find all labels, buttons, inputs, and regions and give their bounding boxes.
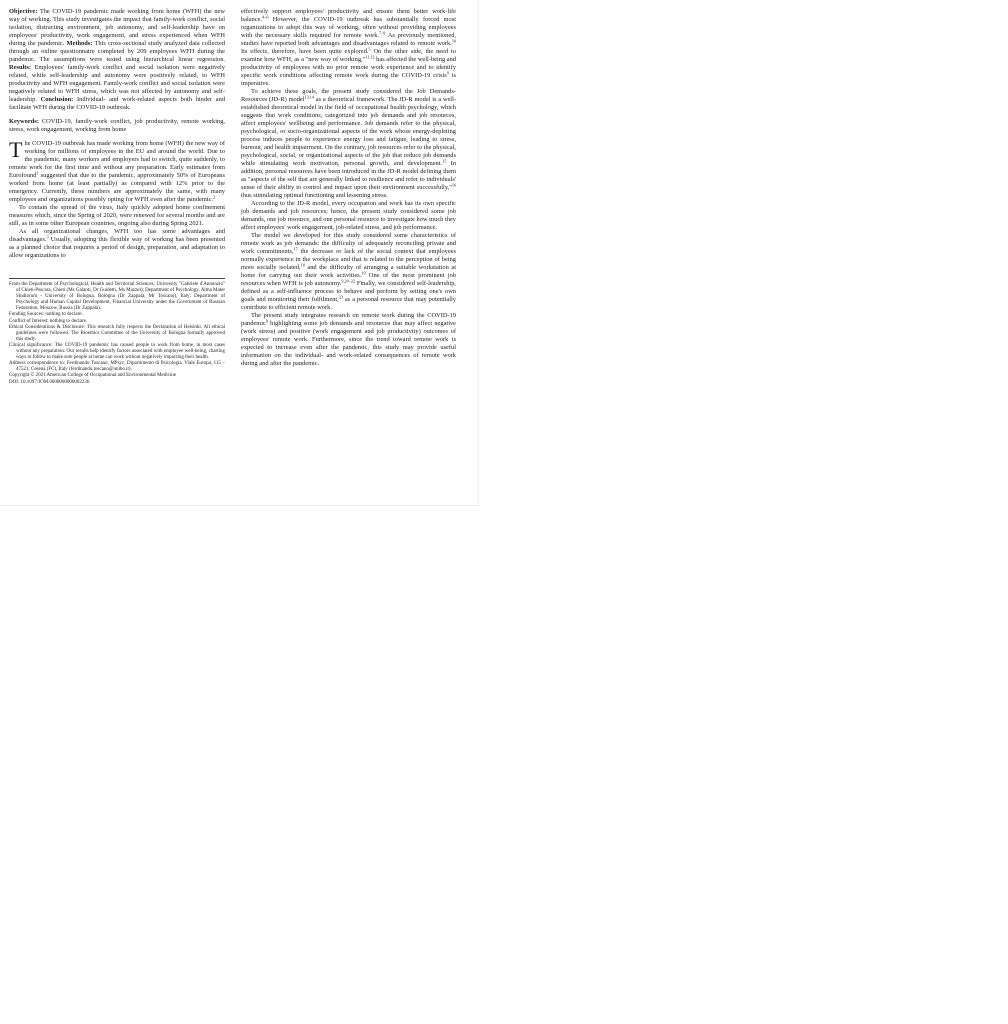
body-text: The present study integrates research on remote work during the COVID-19 pandemic [241, 312, 456, 327]
drop-cap: T [9, 137, 23, 162]
citation: 2 [213, 194, 216, 200]
copyright-note: Copyright © 2021 American College of Occupational and Environmental Medicine [9, 373, 176, 379]
citation: 9 [265, 318, 268, 324]
citation: 7–9 [379, 30, 386, 36]
body-paragraph-3: According to the JD-R model, every occupation and work has its own specific job demands and job resources; hence, the present study considered some job demands, one job resource, and one personal resource to investigate how much they affect employees' work engagement, job-related stress, and job performance. [241, 200, 456, 231]
citation: 15 [442, 158, 447, 164]
intro-text: Usually, adopting this flexible way of working has been presented as a planned choice that requires a period of design, preparation, and adaptation to allow organizations to [9, 236, 225, 259]
conclusion-label: Conclusion: [40, 96, 74, 103]
keywords [9, 118, 225, 134]
body-paragraph-5 [241, 312, 456, 368]
body-text: To achieve these goals, the present study considered the Job Demands-Resources (JD-R) model [241, 88, 456, 103]
citation: 16 [451, 182, 456, 188]
intro-paragraph-3 [9, 228, 225, 260]
citation: 11,12 [365, 54, 375, 60]
citation: 1 [36, 170, 39, 176]
left-column [9, 8, 225, 386]
body-text: Its effects, therefore, have been quite explored. [241, 48, 369, 55]
body-text: On the other side, the need to examine how WFH, as a "new way of working," [241, 48, 456, 63]
results-label: Results: [9, 64, 32, 71]
body-text: As previously mentioned, studies have reported both advantages and disadvantages related to remote work. [241, 32, 456, 47]
body-text: thus stimulating optimal functioning and lessening stress. [241, 192, 388, 199]
right-column [241, 8, 456, 368]
citation: 19 [361, 270, 366, 276]
footnotes [9, 282, 225, 386]
body-text: In addition, personal resources have been introduced in the JD-R model defining them as "aspects of the self that are generally linked to resilience and refer to individuals' sense of their ability to control and impact upon their environment successfully," [241, 160, 457, 191]
citation: 5 [368, 46, 371, 52]
keywords-text: COVID-19, family-work conflict, job productivity, remote working, stress, work engagement, working from home [9, 118, 225, 133]
article-page [0, 0, 479, 506]
body-paragraph-4 [241, 232, 456, 312]
citation: 13,14 [304, 94, 314, 100]
intro-text: As all organizational changes, WFH too has some advantages and disadvantages. [9, 228, 225, 243]
body-paragraph-2 [241, 88, 456, 200]
body-text: the decrease or lack of the social context that employees normally experience in the workplace and that is related to the perception of being more socially isolated, [241, 248, 456, 271]
citation: 3 [46, 234, 49, 240]
address-note: Address correspondence to: Ferdinando Toscano, MPsyc, Dipartimento di Psicologia, Viale Europa, 115 – 47521, Cesena (FC), Italy (ferdinando.toscano@unibo.it). [9, 361, 225, 373]
ethics-note: Ethical Considerations & Disclosure: This research fully respects the Declaration of Helsinki. All ethical guidelines were followed. The Bioethics Committee of the University of Bologna formally approved this study. [9, 324, 225, 342]
results-text: Employees' family-work conflict and social isolation were negatively related, while self-leadership and autonomy were positively related, to WFH productivity and WFH engagement. Family-work conflict and social isolation were negatively related to WFH stress, which was not affected by autonomy and self-leadership. [9, 64, 225, 103]
body-text: as a theoretical framework. The JD-R model is a well-established theoretical model in the field of occupational health psychology, which suggests that work conditions, categorized into job demands and job resources, affect employees' wellbeing and performance. Job demands refer to the physical, psychological, or socio-organizational aspects of the work whose energy-depleting process induces people to experience energy loss and fatigue, leading to stress, burnout, and health impairment. On the contrary, job resources refer to the physical, psychological, social, or organizational aspects of the job that reduce job demands while stimulating work motivation, personal growth, and development. [241, 96, 456, 167]
intro-paragraph-2: To contain the spread of the virus, Italy quickly adopted home confinement measures which, since the Spring of 2020, were renewed for several months and are still, as in some other European countries, ongoing also during Spring 2021. [9, 204, 225, 227]
body-text: and the difficulty of arranging a suitable workstation at home for carrying out their work activities. [241, 264, 456, 279]
intro-text: he COVID-19 outbreak has made working from home (WFH) the new way of working for millions of employees in the EU and around the world. Due to the pandemic, many workers and employers had to switch, quite suddenly, to remote work for the first time and without any preparation. Early estimates from Eurofound [9, 140, 225, 179]
body-text: One of the most prominent job resources when WFH is job autonomy. [241, 272, 456, 287]
citation: 17 [293, 246, 298, 252]
body-text: The model we developed for this study considered some characteristics of remote work as job demands: the difficulty of adequately reconciling private and work commitments, [241, 232, 456, 255]
body-paragraph-1 [241, 8, 456, 88]
affiliation-note: From the Department of Psychological, Health and Territorial Sciences, University "Gabriele d'Annunzio" of Chieti-Pescara, Chieti (Ms Galanti, Dr Guidetti, Ms Mazzei); Department of Psychology, Alma Mater Studiorum - University of Bologna, Bologna (Dr Zappalà, Mr Toscano), Italy; Department of Psychology and Human Capital Development, Financial University under the Government of Russian Federation, Moscow, Russia (Dr Zappalà). [9, 282, 225, 312]
body-text: highlighting some job demands and resources that may affect negative (work stress) and positive (work engagement and job productivity) outcomes of employees' remote work. Furthermore, since the trend toward remote work is expected to increase even after the pandemic, this study may provide useful information on the individual- and work-related consequences of remote work during and after the pandemic. [241, 320, 456, 367]
methods-text: This cross-sectional study analyzed data collected through an online questionnaire completed by 209 employees WFH during the pandemic. The assumptions were tested using hierarchical linear regression. [9, 40, 225, 63]
citation: 9,20–22 [341, 278, 356, 284]
body-text: Finally, we considered self-leadership, defined as a self-influence process to behave and perform by setting one's own goals and monitoring their fulfilment, [241, 280, 456, 303]
objective-label: Objective: [9, 8, 38, 15]
conclusion-text: Individual- and work-related aspects both hinder and facilitate WFH during the COVID-19 outbreak. [9, 96, 225, 111]
funding-note: Funding Sources: nothing to declare. [9, 312, 83, 318]
body-text: as a personal resource that may potentially contribute to efficient remote work. [241, 296, 457, 311]
clinical-significance-note: Clinical significance: The COVID-19 pandemic has caused people to work from home, in most cases without any preparation. Our results help identify factors associated with employee well-being, charting ways to follow to make sure people at home can work without negatively impacting their health. [9, 342, 225, 361]
objective-text: The COVID-19 pandemic made working from home (WFH) the new way of working. This study investigates the impact that family-work conflict, social isolation, distracting environment, job autonomy, and self-leadership have on employees' productivity, work engagement, and stress experienced when WFH during the pandemic. [9, 8, 225, 47]
body-text: effectively support employees' productivity and ensure them better work-life balance. [241, 8, 456, 23]
abstract [9, 8, 225, 112]
conflict-note: Conflict of Interest: nothing to declare. [9, 318, 88, 324]
body-text: is imperative. [241, 72, 456, 87]
citation: 23 [338, 294, 343, 300]
keywords-label: Keywords: [9, 118, 39, 125]
intro-text: suggested that due to the pandemic, approximately 50% of Europeans worked from home (at least partially) as compared with 12% prior to the emergency. Currently, these numbers are approximately the same, with many employees and organizations possibly opting for WFH even after the pandemic. [9, 172, 225, 203]
citation: 9 [446, 70, 449, 76]
footnote-divider [9, 278, 225, 279]
doi-note: DOI: 10.1097/JOM.0000000000002236 [9, 379, 90, 385]
methods-label: Methods: [66, 40, 93, 47]
intro-paragraph-1 [9, 137, 225, 204]
citation: 10 [451, 38, 456, 44]
body-text: has affected the well-being and productivity of employees with no prior remote work experience and to identify specific work conditions affecting remote work during the COVID-19 crisis [241, 56, 457, 79]
citation: 18 [300, 262, 305, 268]
body-text: However, the COVID-19 outbreak has substantially forced most organizations to adopt this way of working, often without providing employees with the necessary skills required for remote work. [241, 16, 456, 39]
citation: 4–6 [262, 14, 269, 20]
